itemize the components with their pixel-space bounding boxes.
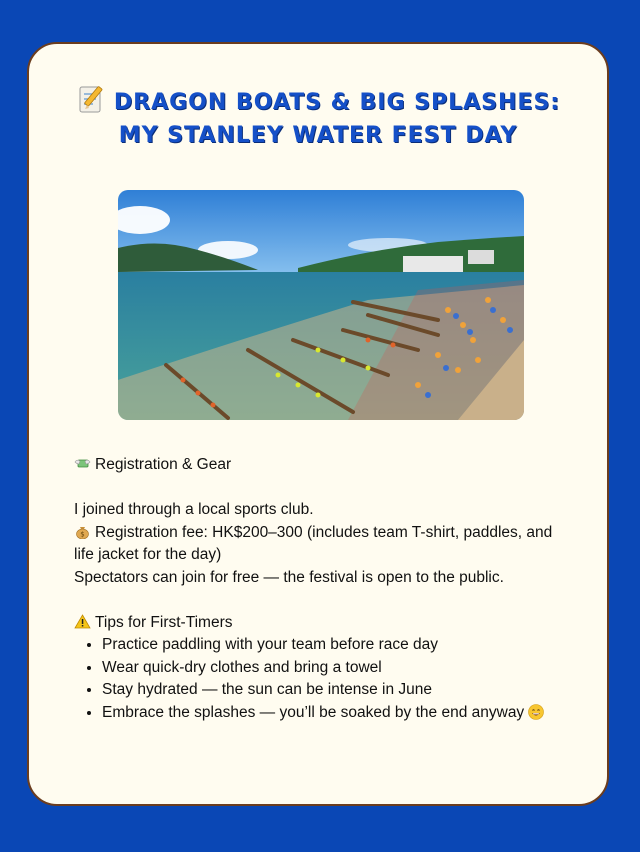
title-line-1: DRAGON BOATS & BIG SPLASHES: bbox=[29, 84, 607, 119]
memo-icon bbox=[76, 84, 106, 114]
tips-list bbox=[74, 634, 574, 724]
post-body bbox=[74, 454, 574, 724]
list-item: • Stay hydrated — the sun can be intense in June bbox=[102, 679, 574, 702]
list-item: • Wear quick-dry clothes and bring a towel bbox=[102, 657, 574, 680]
list-item: • Practice paddling with your team before race day bbox=[102, 634, 574, 657]
warning-icon bbox=[74, 614, 91, 629]
registration-intro: I joined through a local sports club. bbox=[74, 501, 314, 518]
grinning-face-icon bbox=[528, 704, 544, 720]
money-bag-icon bbox=[74, 524, 91, 539]
dragon-boat-race-photo bbox=[118, 190, 524, 420]
tips-heading: Tips for First-Timers bbox=[74, 612, 574, 635]
spectators-note: Spectators can join for free — the festival is open to the public. bbox=[74, 568, 504, 586]
svg-text:$: $ bbox=[80, 530, 85, 538]
post-card bbox=[27, 42, 609, 806]
page-title bbox=[29, 84, 607, 152]
money-wings-icon bbox=[74, 456, 91, 471]
list-item: • Embrace the splashes — you’ll be soaked by the end anyway bbox=[102, 702, 574, 725]
registration-fee: $ Registration fee: HK$200–300 (includes team T-shirt, paddles, and life jacket for the day) bbox=[74, 523, 553, 563]
registration-heading: Registration & Gear bbox=[74, 454, 574, 477]
title-line-2: MY STANLEY WATER FEST DAY bbox=[118, 123, 518, 148]
